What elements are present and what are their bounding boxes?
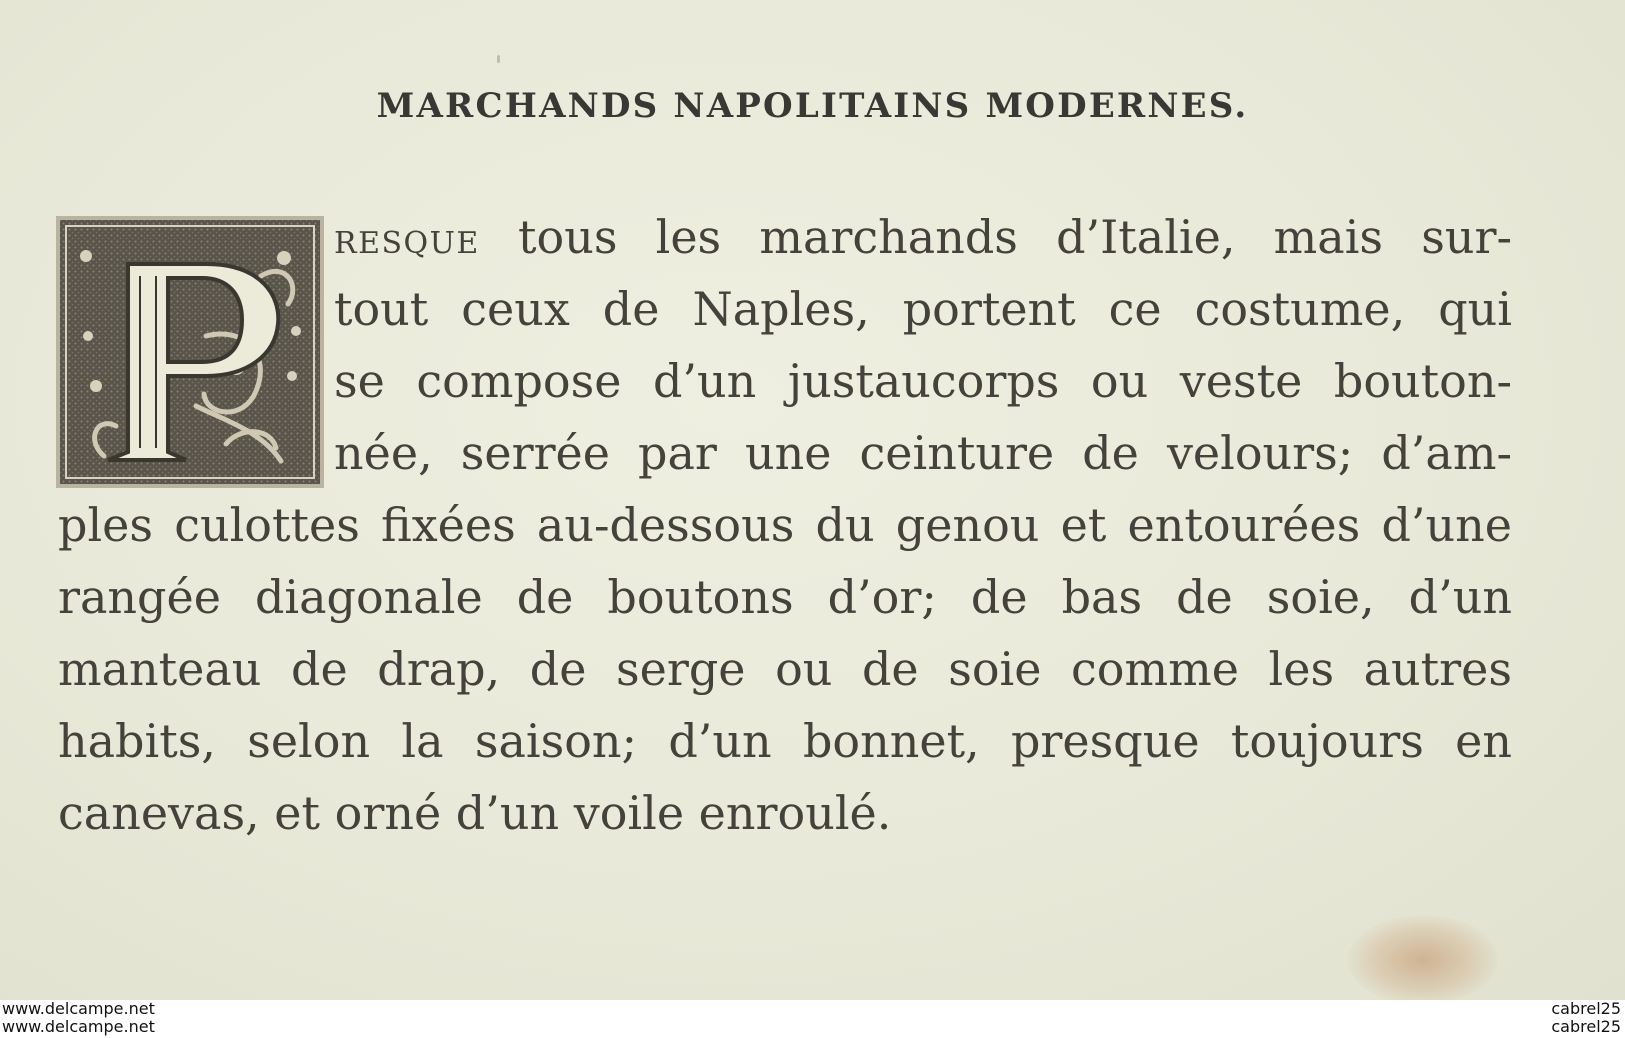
text-line: habits, selon la saison; d’un bonnet, presque toujours en (58, 714, 1512, 768)
text-line-content: tous les marchands d’Italie, mais sur- (479, 210, 1512, 264)
watermark-site (2, 1000, 155, 1036)
page-title: MARCHANDS NAPOLITAINS MODERNES. (376, 86, 1249, 126)
text-line: se compose d’un justaucorps ou veste bouton- (334, 354, 1512, 408)
watermark-site-line: www.delcampe.net (2, 999, 155, 1018)
ornamental-drop-cap-icon (56, 216, 324, 488)
drop-cap-continuation: RESQUE (334, 226, 480, 261)
watermark-footer (0, 1000, 1625, 1038)
paper-stain (1348, 915, 1498, 1000)
watermark-user-line: cabrel25 (1551, 999, 1621, 1018)
watermark-user-line: cabrel25 (1551, 1017, 1621, 1036)
text-line: née, serrée par une ceinture de velours; d’am- (334, 426, 1512, 480)
ink-speck (497, 55, 500, 63)
text-line: tout ceux de Naples, portent ce costume, qui (334, 282, 1512, 336)
text-line-last: canevas, et orné d’un voile enroulé. (58, 786, 892, 840)
text-line: rangée diagonale de boutons d’or; de bas de soie, d’un (58, 570, 1512, 624)
text-line: ples culottes fixées au-dessous du genou et entourées d’une (58, 498, 1512, 552)
text-line: manteau de drap, de serge ou de soie comme les autres (58, 642, 1512, 696)
text-line (334, 210, 1512, 264)
watermark-site-line: www.delcampe.net (2, 1017, 155, 1036)
watermark-user (1551, 1000, 1621, 1036)
